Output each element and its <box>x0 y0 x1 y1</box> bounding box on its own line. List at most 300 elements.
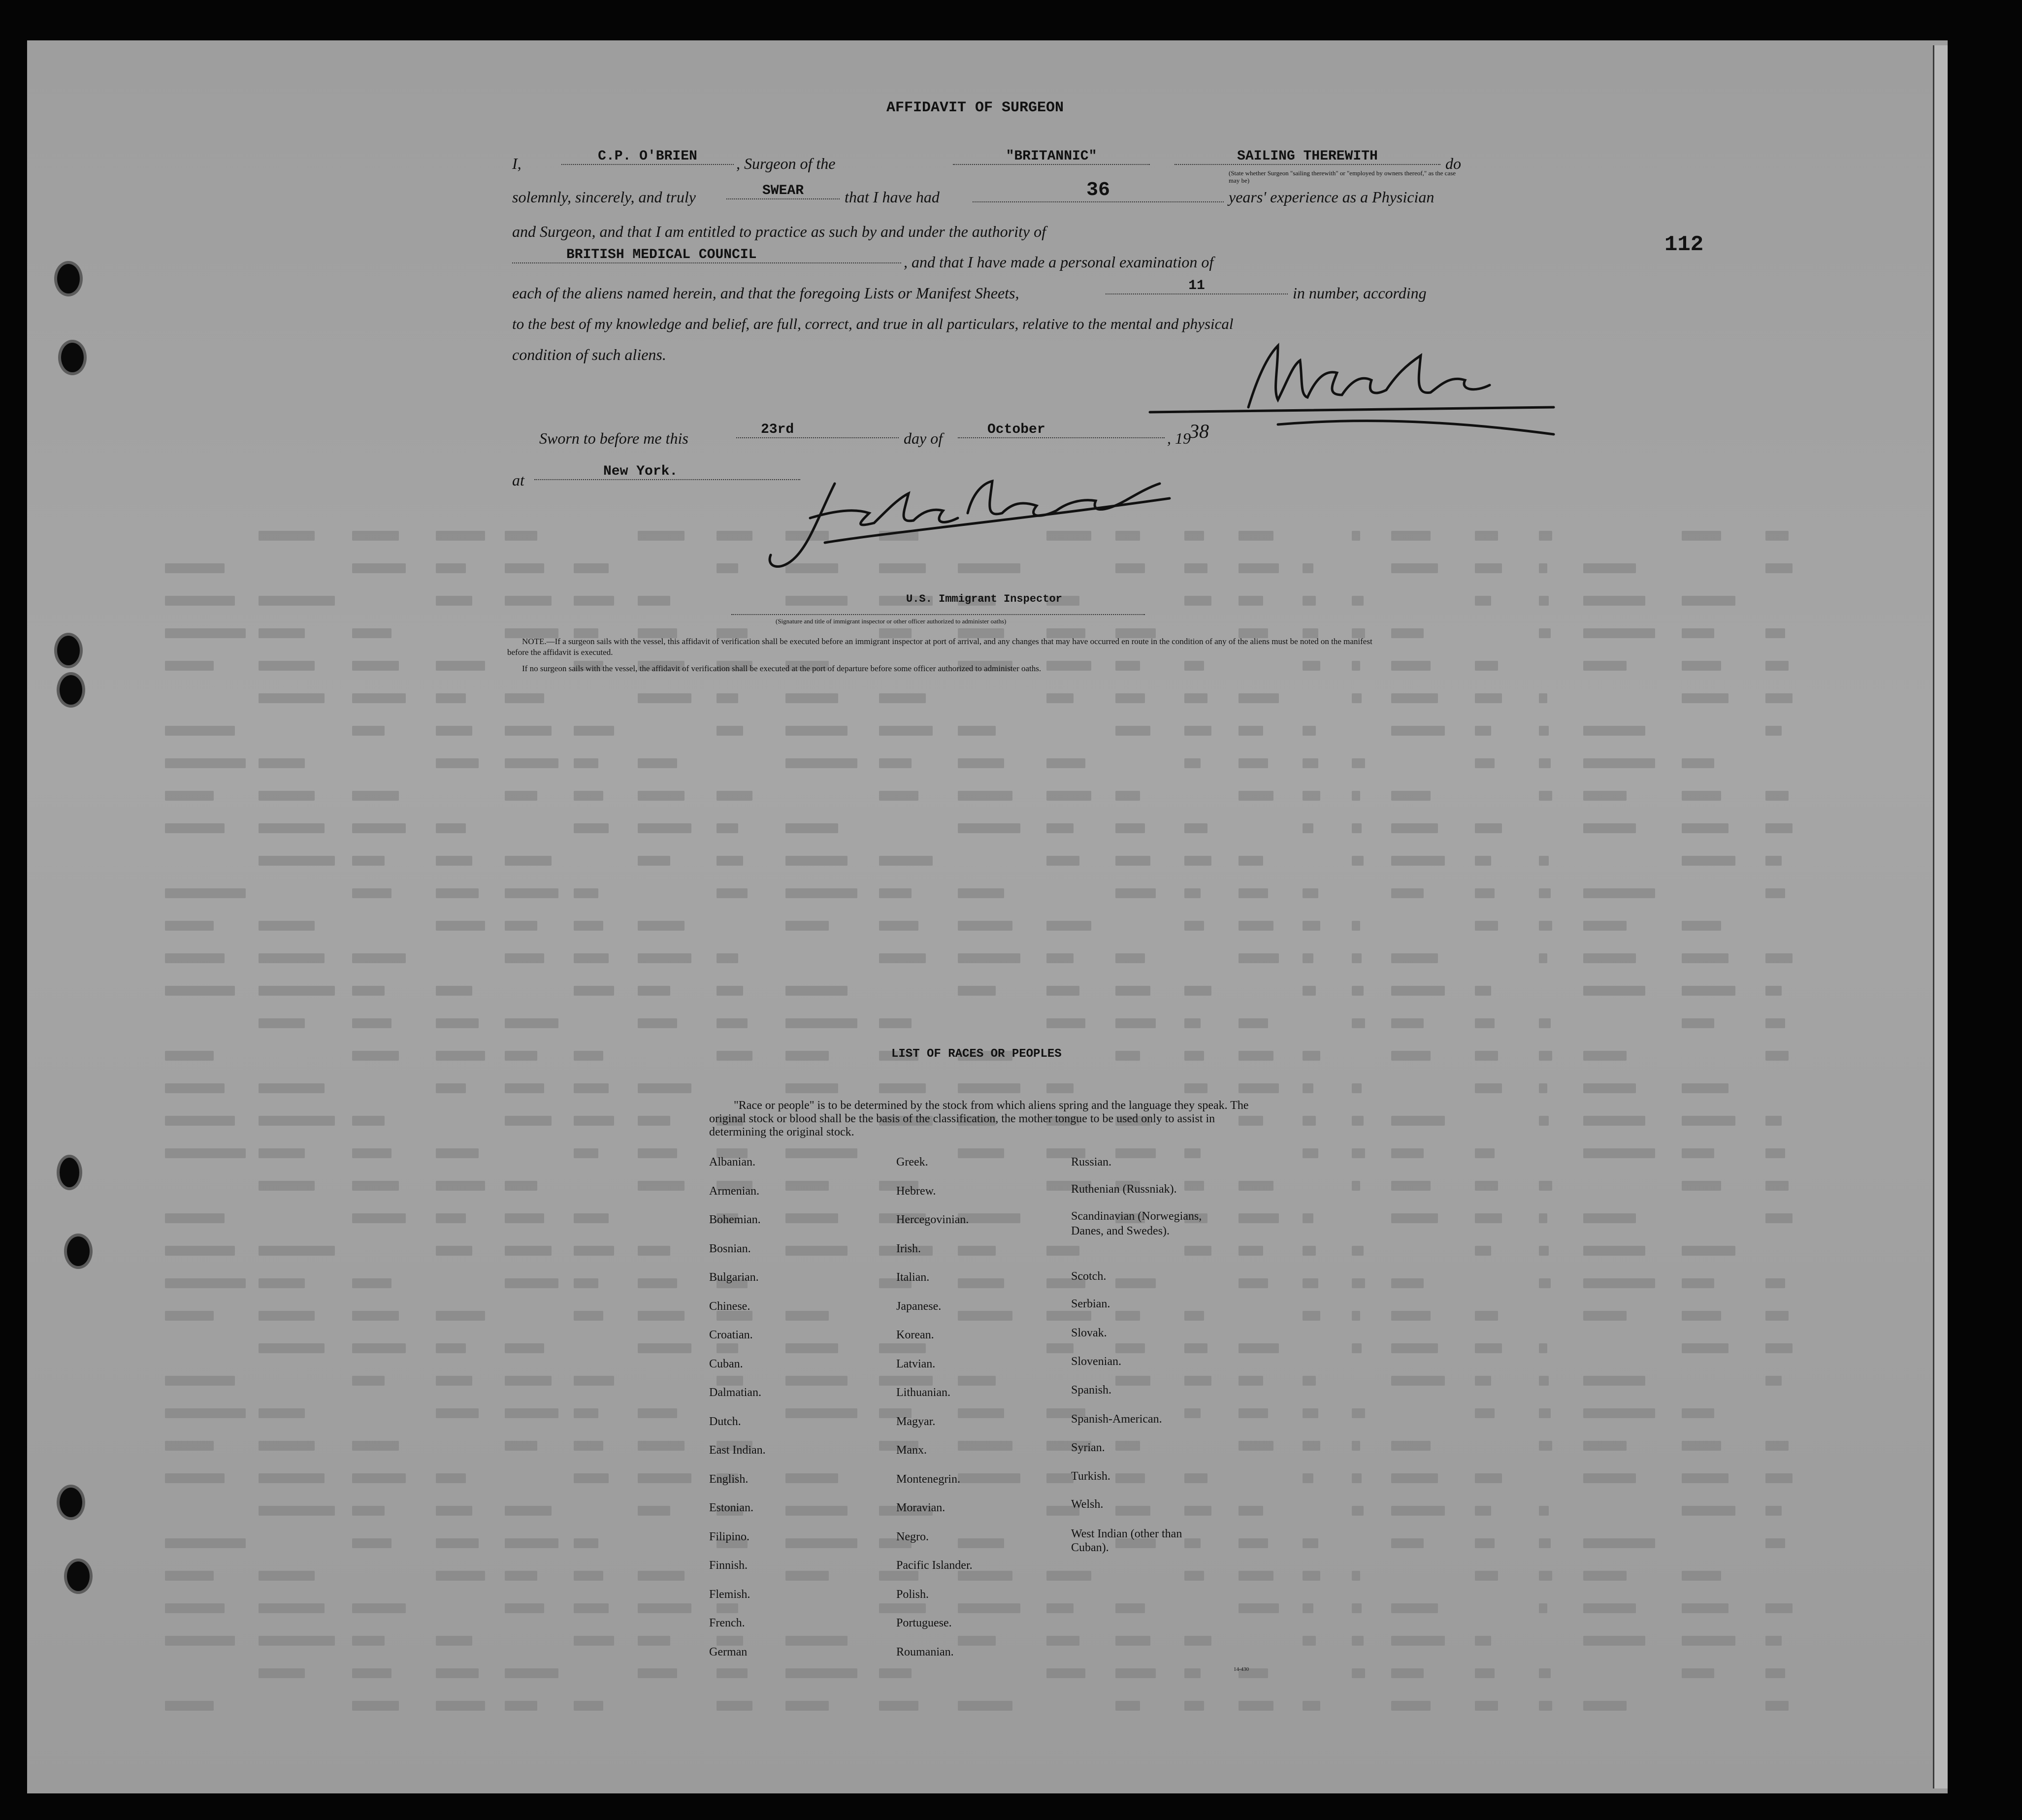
ghost-cell <box>1046 693 1074 703</box>
race-item: Turkish. <box>1071 1470 1110 1483</box>
ghost-cell <box>1682 1668 1714 1678</box>
binder-hole <box>57 1485 85 1520</box>
binder-hole <box>58 340 87 375</box>
ghost-cell <box>352 1538 391 1548</box>
ghost-cell <box>1475 823 1502 833</box>
race-item: East Indian. <box>709 1444 766 1457</box>
ghost-cell <box>165 1376 235 1386</box>
ghost-cell <box>1303 726 1316 736</box>
affidavit-note-2: If no surgeon sails with the vessel, the affidavit of verification shall be executed at the port of departure before some officer authorized to administer oaths. <box>522 664 1042 673</box>
ghost-cell <box>1046 1636 1079 1646</box>
ghost-cell <box>785 693 838 703</box>
ghost-cell <box>436 596 472 606</box>
ghost-cell <box>352 726 385 736</box>
ghost-cell <box>259 758 305 768</box>
ghost-cell <box>1475 1636 1491 1646</box>
race-item: Filipino. <box>709 1530 750 1543</box>
ghost-cell <box>1765 823 1793 833</box>
ghost-cell <box>259 1506 335 1516</box>
ghost-cell <box>1115 726 1150 736</box>
ghost-cell <box>1682 693 1728 703</box>
ghost-cell <box>785 1473 838 1483</box>
ghost-cell <box>785 1636 848 1646</box>
ghost-cell <box>1303 1376 1316 1386</box>
ghost-cell <box>436 1376 472 1386</box>
ghost-cell <box>958 823 1020 833</box>
ghost-cell <box>1475 1473 1502 1483</box>
ghost-cell <box>1583 1083 1636 1093</box>
ghost-row <box>130 1438 1834 1458</box>
ghost-cell <box>1391 1636 1445 1646</box>
ghost-cell <box>879 1083 926 1093</box>
race-item: Danes, and Swedes). <box>1071 1225 1170 1237</box>
ghost-cell <box>1682 661 1721 671</box>
ghost-cell <box>1115 1343 1145 1353</box>
ghost-cell <box>1583 661 1627 671</box>
ghost-cell <box>1046 1083 1074 1093</box>
ghost-cell <box>638 1408 677 1418</box>
ghost-cell <box>1539 563 1547 573</box>
ghost-cell <box>436 1473 466 1483</box>
races-intro: "Race or people" is to be determined by the stock from which aliens spring and the language they speak. The original stock or blood shall be the basis of the classification, the mother tongue to be used only to assist in determining the original stock. <box>709 1099 1249 1138</box>
ghost-cell <box>1303 1603 1313 1613</box>
ghost-cell <box>1352 986 1364 996</box>
ghost-cell <box>352 661 399 671</box>
ghost-cell <box>1539 1213 1547 1223</box>
ghost-cell <box>1539 1538 1551 1548</box>
ghost-cell <box>958 758 1004 768</box>
race-item: Dutch. <box>709 1415 741 1428</box>
ghost-cell <box>165 1473 225 1483</box>
ghost-cell <box>1303 888 1318 898</box>
ghost-cell <box>505 1018 558 1028</box>
ghost-cell <box>352 986 385 996</box>
ghost-cell <box>1352 1668 1365 1678</box>
ghost-cell <box>1539 1441 1552 1451</box>
ghost-cell <box>958 726 996 736</box>
ghost-cell <box>785 726 848 736</box>
ghost-cell <box>165 1701 214 1711</box>
ghost-cell <box>1391 1603 1438 1613</box>
ghost-cell <box>879 921 918 931</box>
ghost-cell <box>352 1473 406 1483</box>
sailing-status-field: SAILING THEREWITH <box>1174 149 1440 165</box>
ghost-cell <box>638 1148 677 1158</box>
ghost-cell <box>436 1668 479 1678</box>
ghost-cell <box>1352 1311 1360 1321</box>
ghost-cell <box>1115 953 1145 963</box>
ghost-cell <box>1765 953 1793 963</box>
ghost-cell <box>1115 1376 1150 1386</box>
ghost-cell <box>1765 986 1782 996</box>
inspector-note: (Signature and title of immigrant inspector or other officer authorized to administer oaths) <box>776 618 1007 625</box>
ghost-row <box>130 723 1834 743</box>
ghost-cell <box>436 563 466 573</box>
ghost-cell <box>574 1246 614 1256</box>
ghost-cell <box>352 1603 406 1613</box>
ghost-cell <box>1539 1603 1547 1613</box>
ghost-cell <box>717 1603 738 1613</box>
ghost-cell <box>574 823 609 833</box>
ghost-cell <box>879 1571 918 1581</box>
ghost-cell <box>958 1701 1012 1711</box>
ghost-cell <box>1352 1116 1364 1126</box>
ghost-cell <box>785 1376 848 1386</box>
ghost-cell <box>638 921 685 931</box>
ghost-cell <box>1239 888 1268 898</box>
ghost-cell <box>1765 1636 1782 1646</box>
ghost-cell <box>1539 1051 1552 1061</box>
ghost-cell <box>436 1213 466 1223</box>
race-item: Irish. <box>896 1242 921 1255</box>
ghost-cell <box>574 953 609 963</box>
ghost-cell <box>259 1311 315 1321</box>
place-field: New York. <box>534 464 800 480</box>
ghost-cell <box>574 1408 598 1418</box>
ghost-cell <box>1184 1636 1211 1646</box>
ghost-cell <box>574 726 614 736</box>
ghost-cell <box>505 791 537 801</box>
ghost-cell <box>165 1603 225 1613</box>
ghost-cell <box>717 823 738 833</box>
ghost-cell <box>717 888 748 898</box>
ghost-cell <box>1303 791 1320 801</box>
affidavit-line6: to the best of my knowledge and belief, are full, correct, and true in all particulars, relative to the mental and physical <box>512 315 1234 332</box>
ghost-cell <box>1475 693 1502 703</box>
ghost-cell <box>717 1376 743 1386</box>
ghost-cell <box>717 986 743 996</box>
ghost-cell <box>1583 563 1636 573</box>
ghost-cell <box>638 1571 685 1581</box>
ghost-cell <box>1765 1213 1793 1223</box>
ghost-cell <box>1682 953 1728 963</box>
ghost-cell <box>958 1441 1012 1451</box>
ghost-cell <box>436 1408 479 1418</box>
ghost-cell <box>1475 758 1495 768</box>
surgeon-name-field: C.P. O'BRIEN <box>561 149 734 165</box>
ghost-cell <box>1539 1571 1552 1581</box>
ghost-cell <box>1765 888 1785 898</box>
ghost-cell <box>352 1701 399 1711</box>
ghost-cell <box>1539 1246 1549 1256</box>
ghost-cell <box>352 1051 399 1061</box>
ghost-row <box>130 853 1834 873</box>
ghost-cell <box>1539 888 1551 898</box>
inspector-signature <box>736 464 1199 582</box>
ghost-cell <box>436 661 485 671</box>
binder-hole <box>54 261 83 296</box>
ghost-cell <box>1115 1051 1140 1061</box>
ghost-cell <box>352 888 391 898</box>
binder-hole <box>64 1559 93 1594</box>
ghost-cell <box>1239 693 1279 703</box>
ghost-cell <box>1765 856 1782 866</box>
ghost-cell <box>1352 1441 1360 1451</box>
ghost-cell <box>1352 823 1362 833</box>
ghost-cell <box>785 1701 829 1711</box>
ghost-cell <box>352 1636 385 1646</box>
ghost-cell <box>352 1441 399 1451</box>
ghost-cell <box>1352 1083 1362 1093</box>
ghost-cell <box>1303 823 1313 833</box>
binder-hole <box>57 1155 82 1190</box>
ghost-cell <box>1765 1441 1789 1451</box>
ghost-cell <box>1539 1668 1551 1678</box>
ghost-row <box>130 983 1834 1003</box>
authority-field: BRITISH MEDICAL COUNCIL <box>512 247 901 263</box>
affidavit-line1-mid: , Surgeon of the <box>736 155 836 172</box>
ghost-cell <box>1583 823 1636 833</box>
ghost-cell <box>259 1668 305 1678</box>
ghost-row <box>130 1080 1834 1100</box>
ghost-cell <box>1115 1506 1150 1516</box>
ghost-cell <box>505 1441 537 1451</box>
ghost-cell <box>1539 921 1552 931</box>
ghost-cell <box>165 1571 214 1581</box>
ghost-cell <box>785 1538 857 1548</box>
ghost-cell <box>436 1506 472 1516</box>
ghost-cell <box>785 823 838 833</box>
ghost-cell <box>259 1408 305 1418</box>
ghost-cell <box>1583 1246 1645 1256</box>
ghost-cell <box>1583 921 1627 931</box>
ghost-cell <box>1352 1246 1364 1256</box>
ghost-cell <box>505 596 552 606</box>
affidavit-line4-end: , and that I have made a personal examination of <box>904 253 1214 271</box>
ghost-cell <box>505 1668 558 1678</box>
ghost-cell <box>879 693 926 703</box>
ghost-cell <box>1303 1083 1313 1093</box>
ghost-cell <box>352 1376 385 1386</box>
ghost-cell <box>717 693 738 703</box>
ghost-cell <box>1583 726 1645 736</box>
affidavit-line2-end: years' experience as a Physician <box>1229 188 1435 206</box>
ghost-cell <box>1583 953 1636 963</box>
ghost-cell <box>1539 856 1549 866</box>
page-edge <box>1933 45 1948 1788</box>
ghost-cell <box>785 1506 848 1516</box>
ghost-cell <box>436 986 472 996</box>
ghost-cell <box>1239 563 1279 573</box>
ghost-cell <box>1184 1668 1201 1678</box>
day-field: 23rd <box>736 422 899 438</box>
ghost-cell <box>1352 856 1364 866</box>
day-of-label: day of <box>904 429 943 447</box>
ghost-cell <box>1539 758 1551 768</box>
ghost-cell <box>1765 1148 1785 1158</box>
ghost-cell <box>1475 1051 1498 1061</box>
ghost-cell <box>574 1603 609 1613</box>
ghost-cell <box>638 1343 691 1353</box>
ghost-cell <box>1682 1246 1735 1256</box>
ghost-cell <box>785 1148 857 1158</box>
ghost-cell <box>1239 1083 1279 1093</box>
ghost-cell <box>1391 856 1445 866</box>
ghost-row <box>130 1275 1834 1295</box>
ghost-cell <box>958 791 1012 801</box>
ghost-cell <box>879 1603 926 1613</box>
ghost-row <box>130 1535 1834 1555</box>
ghost-cell <box>259 1441 315 1451</box>
ghost-cell <box>1303 596 1316 606</box>
ghost-cell <box>1352 1571 1360 1581</box>
ghost-cell <box>1184 1473 1207 1483</box>
ghost-cell <box>165 758 246 768</box>
ghost-cell <box>638 596 670 606</box>
ghost-cell <box>1352 1636 1364 1646</box>
page-number: 112 <box>1664 232 1704 257</box>
race-item: Scotch. <box>1071 1270 1107 1283</box>
ghost-cell <box>1475 856 1491 866</box>
ghost-cell <box>785 1018 857 1028</box>
ghost-cell <box>1539 1376 1549 1386</box>
ghost-cell <box>1682 1278 1714 1288</box>
ghost-cell <box>1303 758 1318 768</box>
ghost-cell <box>505 888 558 898</box>
ghost-cell <box>165 1538 246 1548</box>
ghost-cell <box>505 1571 537 1581</box>
ghost-cell <box>717 791 752 801</box>
ghost-cell <box>259 986 335 996</box>
ghost-cell <box>1184 1408 1201 1418</box>
ghost-cell <box>958 888 1004 898</box>
race-item: Dalmatian. <box>709 1386 761 1399</box>
affidavit-line3: and Surgeon, and that I am entitled to practice as such by and under the authority of <box>512 223 1046 240</box>
ghost-cell <box>1682 1506 1735 1516</box>
ghost-cell <box>1765 693 1793 703</box>
ghost-cell <box>1303 1116 1316 1126</box>
ghost-row <box>130 1698 1834 1718</box>
ghost-cell <box>1184 758 1201 768</box>
ghost-cell <box>259 1116 335 1126</box>
ghost-cell <box>717 1636 743 1646</box>
ghost-cell <box>1391 1473 1438 1483</box>
ghost-cell <box>259 1636 335 1646</box>
ghost-cell <box>1765 1538 1785 1548</box>
ghost-cell <box>1765 661 1789 671</box>
race-item: Bosnian. <box>709 1242 751 1255</box>
ghost-cell <box>1475 1571 1498 1581</box>
ghost-cell <box>1352 693 1362 703</box>
ghost-row <box>130 1210 1834 1230</box>
race-item: Ruthenian (Russniak). <box>1071 1183 1177 1196</box>
ghost-cell <box>879 953 926 963</box>
ghost-cell <box>259 1181 315 1191</box>
ghost-cell <box>1352 1278 1365 1288</box>
ghost-cell <box>717 726 743 736</box>
ghost-cell <box>574 1376 614 1386</box>
ghost-cell <box>1303 986 1316 996</box>
ghost-cell <box>879 1668 912 1678</box>
ghost-cell <box>1184 726 1211 736</box>
ghost-cell <box>879 856 933 866</box>
ghost-cell <box>1115 1668 1156 1678</box>
ghost-cell <box>1583 1148 1655 1158</box>
ghost-cell <box>1391 1701 1431 1711</box>
ghost-cell <box>1184 1571 1204 1581</box>
ghost-cell <box>165 1636 235 1646</box>
ghost-cell <box>638 1473 691 1483</box>
ghost-cell <box>505 1701 537 1711</box>
ghost-row <box>130 1470 1834 1490</box>
ghost-cell <box>1239 1051 1273 1061</box>
ghost-cell <box>638 823 691 833</box>
ghost-cell <box>352 693 406 703</box>
ghost-cell <box>1765 791 1789 801</box>
ghost-cell <box>352 1343 406 1353</box>
ghost-cell <box>1352 1148 1365 1158</box>
ghost-cell <box>574 1116 614 1126</box>
ghost-cell <box>1303 1538 1318 1548</box>
ghost-cell <box>505 1246 552 1256</box>
ghost-cell <box>1391 693 1438 703</box>
race-item: Portuguese. <box>896 1617 952 1629</box>
ghost-cell <box>436 1246 472 1256</box>
ghost-cell <box>505 953 544 963</box>
ghost-cell <box>165 791 214 801</box>
ghost-cell <box>1184 596 1211 606</box>
ghost-cell <box>574 596 614 606</box>
ghost-cell <box>1391 1018 1424 1028</box>
ghost-cell <box>1046 823 1074 833</box>
ghost-cell <box>1184 1538 1201 1548</box>
ghost-cell <box>717 1018 748 1028</box>
ghost-cell <box>1184 1051 1204 1061</box>
ghost-cell <box>717 1668 748 1678</box>
ghost-cell <box>165 1213 225 1223</box>
ghost-cell <box>1239 1376 1263 1386</box>
ghost-cell <box>1475 661 1498 671</box>
ghost-cell <box>638 1636 670 1646</box>
ghost-cell <box>259 1246 335 1256</box>
ghost-cell <box>1115 1148 1156 1158</box>
ghost-cell <box>1239 1506 1263 1516</box>
ghost-cell <box>1352 953 1362 963</box>
ghost-cell <box>1765 531 1789 541</box>
ghost-cell <box>958 1246 996 1256</box>
ghost-cell <box>259 661 315 671</box>
ghost-cell <box>638 1278 677 1288</box>
ghost-cell <box>638 1181 685 1191</box>
ghost-cell <box>1115 1311 1140 1321</box>
race-item: West Indian (other than <box>1071 1528 1182 1540</box>
ghost-cell <box>1115 693 1145 703</box>
ghost-cell <box>505 1376 552 1386</box>
ghost-cell <box>1682 1116 1735 1126</box>
ghost-row <box>130 788 1834 808</box>
ghost-cell <box>505 726 552 736</box>
ghost-cell <box>436 1343 466 1353</box>
ghost-cell <box>1765 1311 1789 1321</box>
ghost-cell <box>1583 1441 1627 1451</box>
ghost-cell <box>1391 823 1438 833</box>
ghost-cell <box>165 628 246 638</box>
ghost-cell <box>1765 1506 1782 1516</box>
ghost-cell <box>1115 1018 1156 1028</box>
ghost-cell <box>259 628 305 638</box>
ghost-cell <box>574 1213 609 1223</box>
ghost-cell <box>1682 596 1735 606</box>
ghost-cell <box>1391 1538 1424 1548</box>
ghost-cell <box>958 1636 996 1646</box>
ghost-cell <box>785 1571 829 1581</box>
ghost-cell <box>574 1636 614 1646</box>
ghost-cell <box>1682 531 1721 541</box>
ghost-cell <box>1682 628 1714 638</box>
ghost-cell <box>1303 1408 1318 1418</box>
ghost-cell <box>1046 1246 1079 1256</box>
ghost-cell <box>1539 1408 1551 1418</box>
